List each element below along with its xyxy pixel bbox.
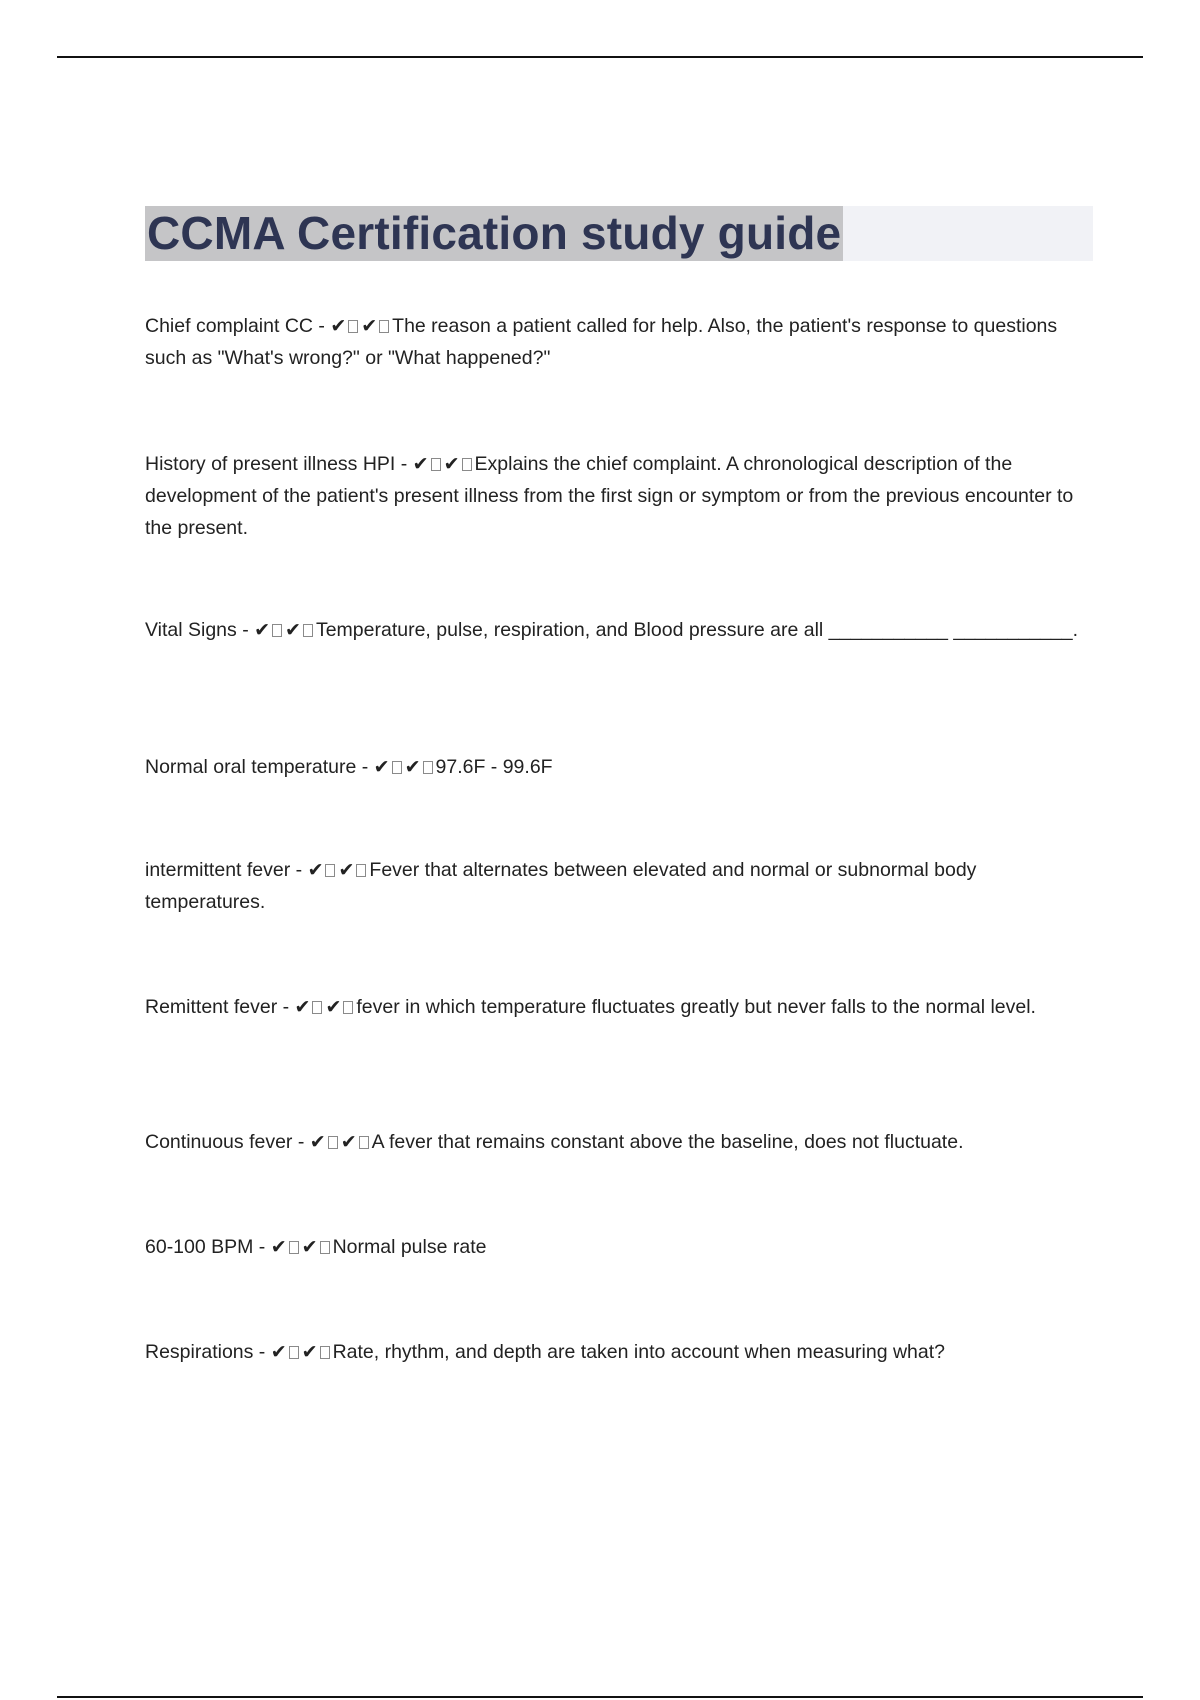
box-icon [289,1241,299,1254]
check-icon: ✔ [412,453,429,475]
entry-answer: Explains the chief complaint. A chronological description of the development of the patient's present illness from the first sign or symptom or from the previous encounter to the present. [145,453,1074,539]
entry-answer: Temperature, pulse, respiration, and Blood pressure are all ___________ ___________. [315,619,1079,641]
study-entry-respirations [145,1336,1085,1368]
box-icon [343,1001,353,1014]
check-icon: ✔ [404,756,421,778]
entry-term: Vital Signs - [145,619,255,641]
entry-term: Remittent fever - [145,996,295,1018]
box-icon [462,458,472,471]
box-icon [289,1346,299,1359]
check-icon: ✔ [301,1236,318,1258]
page-title: CCMA Certification study guide [147,207,842,259]
check-icon: ✔ [338,859,355,881]
study-entry-continuous-fever [145,1126,1085,1158]
box-icon [320,1241,330,1254]
box-icon [348,320,358,333]
check-icon: ✔ [270,1236,287,1258]
entry-term: Continuous fever - [145,1131,310,1153]
entry-term: Respirations - [145,1341,271,1363]
box-icon [356,864,366,877]
box-icon [325,864,335,877]
bottom-rule [57,1696,1143,1698]
box-icon [303,624,313,637]
check-icon: ✔ [361,315,378,337]
box-icon [379,320,389,333]
entry-answer: The reason a patient called for help. Also, the patient's response to questions such as "What's wrong?" or "What happened?" [145,315,1058,369]
check-icon: ✔ [373,756,390,778]
study-entry-intermittent-fever [145,854,1085,918]
entry-term: Chief complaint CC - [145,315,331,337]
box-icon [272,624,282,637]
box-icon [328,1136,338,1149]
entry-answer: 97.6F - 99.6F [435,756,553,778]
study-entry-hpi [145,448,1085,544]
check-icon: ✔ [254,619,271,641]
box-icon [312,1001,322,1014]
box-icon [431,458,441,471]
entry-answer: fever in which temperature fluctuates greatly but never falls to the normal level. [356,996,1036,1018]
check-icon: ✔ [325,996,342,1018]
box-icon [423,761,433,774]
entry-term: intermittent fever - [145,859,308,881]
entry-answer: A fever that remains constant above the baseline, does not fluctuate. [371,1131,964,1153]
check-icon: ✔ [301,1341,318,1363]
check-icon: ✔ [307,859,324,881]
entry-term: 60-100 BPM - [145,1236,271,1258]
entry-answer: Rate, rhythm, and depth are taken into account when measuring what? [332,1341,946,1363]
study-entry-vital-signs [145,614,1085,646]
study-entry-chief-complaint [145,310,1085,374]
check-icon: ✔ [270,1341,287,1363]
entry-answer: Normal pulse rate [332,1236,487,1258]
box-icon [320,1346,330,1359]
check-icon: ✔ [443,453,460,475]
check-icon: ✔ [285,619,301,641]
entry-answer: Fever that alternates between elevated and normal or subnormal body temperatures. [145,859,977,913]
check-icon: ✔ [309,1131,326,1153]
check-icon: ✔ [294,996,311,1018]
study-entry-remittent-fever [145,991,1085,1023]
entry-term: Normal oral temperature - [145,756,374,778]
study-entry-pulse-rate [145,1231,1085,1263]
box-icon [359,1136,369,1149]
entry-term: History of present illness HPI - [145,453,413,475]
check-icon: ✔ [340,1131,357,1153]
study-entry-oral-temperature [145,751,1085,783]
box-icon [392,761,402,774]
top-rule [57,56,1143,58]
check-icon: ✔ [330,315,347,337]
